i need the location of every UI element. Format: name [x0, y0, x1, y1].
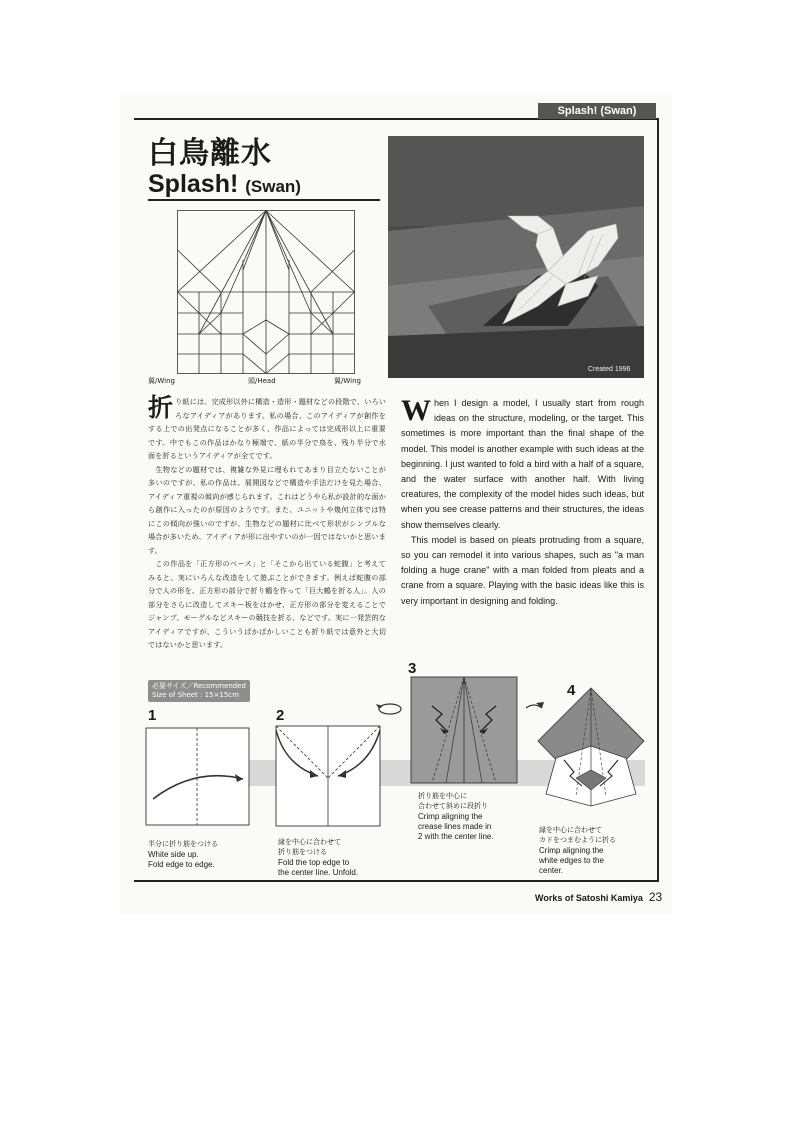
title-japanese: 白鳥離水	[148, 136, 272, 171]
step-3-jp: 折り筋を中心に 合わせて斜めに段折り	[418, 793, 488, 810]
step-3-en: Crimp aligning the crease lines made in 2 with the center line.	[418, 812, 494, 841]
step-4-number: 4	[567, 682, 576, 699]
photo-credit: Created 1996	[588, 366, 631, 373]
title-main: Splash!	[148, 170, 239, 198]
step-2-diagram	[270, 720, 388, 828]
footer-text: Works of Satoshi Kamiya	[535, 893, 643, 903]
title-english	[148, 170, 301, 199]
en-paragraph-2: This model is based on pleats protruding from a square, so you can remodel it into various shapes, such as "a man folding a huge crane" with a man folded from pleats and a crane from a square. Playing with the basic ideas like this is very important in designing and folding.	[401, 534, 644, 606]
step-4-caption	[539, 826, 616, 876]
jp-body: り紙には、完成形以外に構造・造形・題材などの段階で、いろいろなアイディアがあります。私の場合、このアイディアが創作をする上での出発点になることが多く、作品によっては完成形以上に重要です。中でもこの作品はかなり極端で、紙の半分で鳥を、残り半分で水面を折るというアイディアが全てです。 生物などの題材では、複雑な外見に埋もれてあまり目立たないことが多いのですが、私の作品は、展開図などで構造や手法だけを見た場合、アイディア重視の傾向が感じられます。これはどうやら私が設計的な面から創作に入ったのが原因のようです。また、ユニットや幾何立体では特にこの傾向が強いのですが、生物などの題材に比べて形状がシンプルな場合が多いため、アイディアが形に出やすいのが一因ではないかと思います。 この作品を「正方形のベース」と「そこから出ている蛇腹」と考えてみると、実にいろんな改造をして遊ぶことができます。例えば蛇腹の部分で人の形を、正方形の部分で折り鶴を作って「巨大鶴を折る人」。人の部分をさらに改造してスキー板をはかせ、正方形の部分を変えることでジャンプ、モーグルなどスキーの競技を折る、などです。実に一発芸的なアイディアですが、こういうばかばかしいことも折り紙では意外と大切ではないかと思います。	[148, 397, 386, 649]
title-rule	[148, 199, 380, 201]
step-1-number: 1	[148, 707, 157, 724]
japanese-body-text	[148, 395, 386, 652]
step-2-caption	[278, 838, 358, 878]
sheet-size-badge	[148, 680, 250, 702]
step-2-jp: 縁を中心に合わせて 折り筋をつける	[278, 839, 341, 856]
cp-label-right-wing: 翼/Wing	[334, 377, 361, 385]
step-4-diagram	[536, 686, 646, 814]
page-footer	[535, 890, 662, 904]
step-3-diagram	[410, 676, 518, 784]
turn-over-icon	[375, 700, 405, 718]
step-2-en: Fold the top edge to the center line. Unfold.	[278, 858, 359, 877]
sheet-size-line1: 必要サイズ／Recommended	[152, 682, 247, 690]
crease-pattern-diagram	[177, 210, 355, 374]
step-3-caption	[418, 792, 494, 842]
swan-photo	[388, 136, 644, 378]
step-2-number: 2	[276, 707, 285, 724]
step-1-en: White side up. Fold edge to edge.	[148, 850, 215, 869]
sheet-size-line2: Size of Sheet : 15×15cm	[152, 691, 239, 699]
step-1-jp: 半分に折り筋をつける	[148, 841, 218, 848]
page-number: 23	[648, 890, 663, 904]
en-drop-cap: W	[401, 394, 431, 427]
step-3-number: 3	[408, 660, 417, 677]
step-4-jp: 縁を中心に合わせて カドをつまむように折る	[539, 827, 616, 844]
step-1-diagram	[145, 727, 251, 827]
step-1-caption	[148, 840, 218, 870]
cp-label-head: 頭/Head	[248, 377, 276, 385]
header-tab: Splash! (Swan)	[538, 103, 656, 119]
english-body-text	[401, 396, 644, 609]
title-sub: (Swan)	[245, 177, 301, 196]
cp-label-left-wing: 翼/Wing	[148, 377, 175, 385]
jp-drop-cap: 折	[148, 393, 174, 422]
step-4-en: Crimp aligning the white edges to the center.	[539, 846, 604, 875]
en-paragraph-1: hen I design a model, I usually start from rough ideas on the structure, modeling, or the target. This sometimes is more important than the final shape of the model. This model is another example with such ideas at the beginning. I just wanted to fold a bird with a half of a square, and the water surface with another half. With living creatures, the complexity of the model hides such ideas, but when you see crease patterns and their structures, the ideas show themselves clearly.	[401, 398, 644, 530]
